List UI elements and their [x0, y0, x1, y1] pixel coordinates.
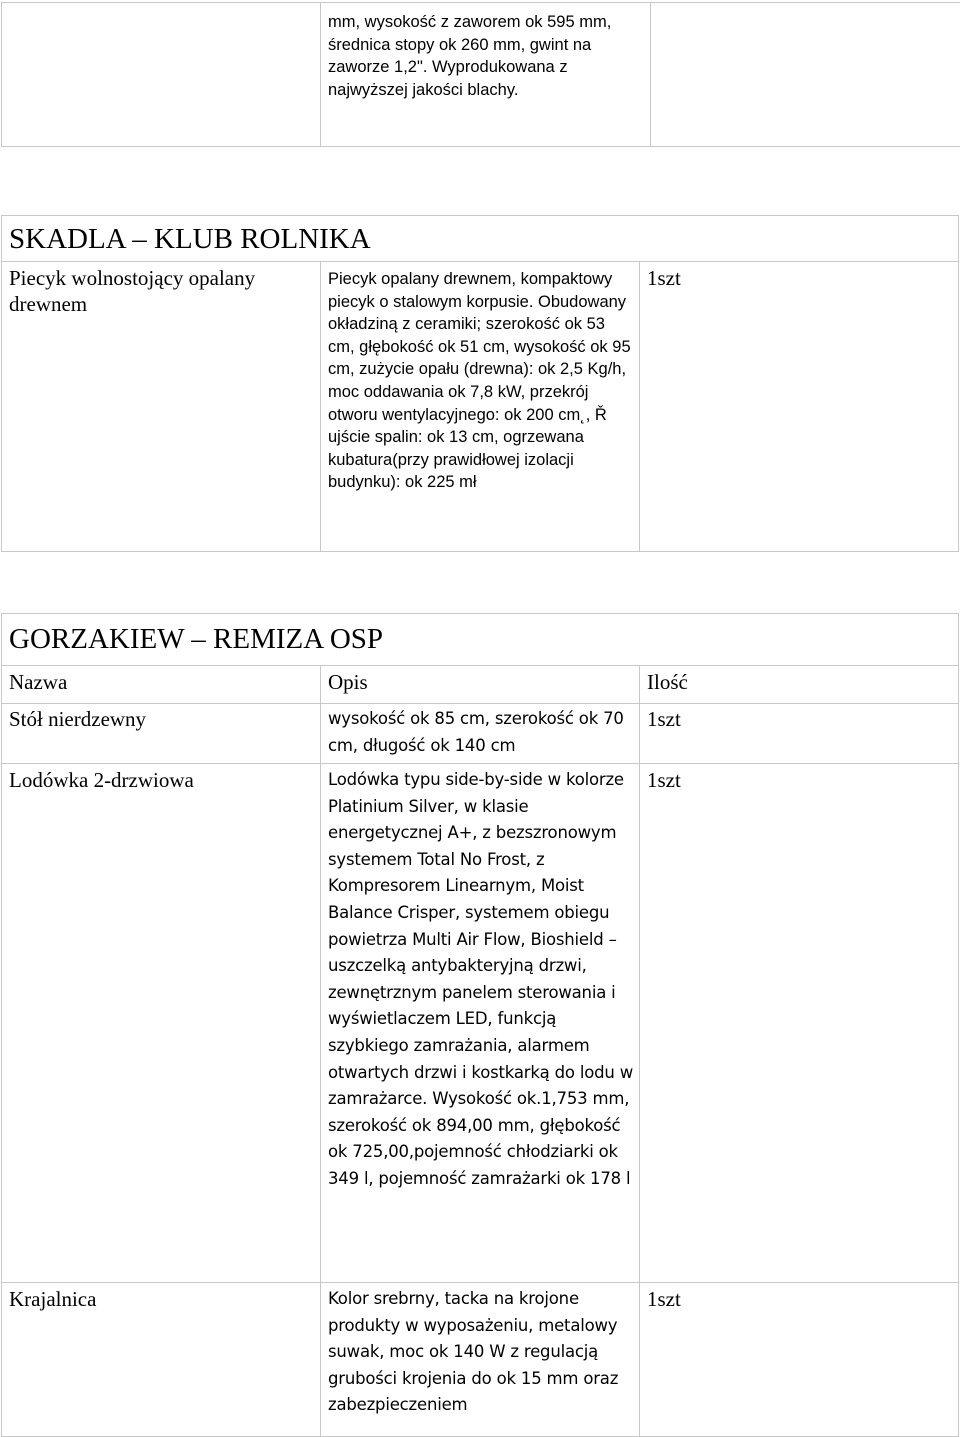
name-cell — [2, 3, 321, 147]
header-row — [2, 666, 959, 704]
item-qty: 1szt — [647, 1287, 681, 1311]
item-description: Lodówka typu side-by-side w kolorze Platinium Silver, w klasie energetycznej A+, z bezszronowym systemem Total No Frost, z Kompresorem Linearnym, Moist Balance Crisper, systemem obiegu powietrza Multi Air Flow, Bioshield – uszczelką antybakteryjną drzwi, zewnętrznym panelem sterowania i wyświetlaczem LED, funkcją szybkiego zamrażania, alarmem otwartych drzwi i kostkarką do lodu w zamrażarce. Wysokość ok.1,753 mm, szerokość ok 894,00 mm, głębokość ok 725,00,pojemność chłodziarki ok 349 l, pojemność zamrażarki ok 178 l — [328, 767, 633, 1193]
name-cell — [2, 764, 321, 1283]
item-qty: 1szt — [647, 707, 681, 731]
table-row — [2, 262, 959, 552]
item-name: Lodówka 2-drzwiowa — [9, 768, 194, 792]
table-row — [2, 3, 960, 147]
description-cell — [321, 262, 640, 552]
section-title: GORZAKIEW – REMIZA OSP — [2, 614, 959, 666]
description-text: mm, wysokość z zaworem ok 595 mm, średnica stopy ok 260 mm, gwint na zaworze 1,2". Wyprodukowana z najwyższej jakości blachy. — [328, 11, 628, 101]
item-name: Krajalnica — [9, 1287, 96, 1311]
name-cell — [2, 704, 321, 764]
header-desc: Opis — [321, 666, 640, 704]
section-title-row — [2, 614, 959, 666]
header-qty: Ilość — [640, 666, 959, 704]
item-description: Piecyk opalany drewnem, kompaktowy piecyk o stalowym korpusie. Obudowany okładziną z ceramiki; szerokość ok 53 cm, głębokość ok 51 cm, wysokość ok 95 cm, zużycie opału (drewna): ok 2,5 Kg/h, moc oddawania ok 7,8 kW, przekrój otworu wentylacyjnego: ok 200 cm˛, Ř ujście spalin: ok 13 cm, ogrzewana kubatura(przy prawidłowej izolacji budynku): ok 225 mł — [328, 268, 633, 494]
item-qty: 1szt — [647, 768, 681, 792]
item-description: Kolor srebrny, tacka na krojone produkty w wyposażeniu, metalowy suwak, moc ok 140 W z regulacją grubości krojenia do ok 15 mm oraz zabezpieczeniem — [328, 1286, 633, 1419]
table-continuation — [1, 2, 960, 147]
item-qty: 1szt — [647, 266, 681, 290]
description-cell — [321, 704, 640, 764]
item-name: Stół nierdzewny — [9, 707, 146, 731]
table-gorzakiew — [1, 613, 959, 1437]
table-skadla — [1, 215, 959, 552]
table-row — [2, 1283, 959, 1437]
description-cell — [321, 3, 651, 147]
item-name: Piecyk wolnostojący opalany drewnem — [9, 265, 299, 317]
table-row — [2, 704, 959, 764]
description-cell — [321, 1283, 640, 1437]
section-title: SKADLA – KLUB ROLNIKA — [2, 216, 959, 262]
qty-cell — [651, 3, 960, 147]
qty-cell — [640, 262, 959, 552]
item-description: wysokość ok 85 cm, szerokość ok 70 cm, długość ok 140 cm — [328, 706, 628, 759]
header-name: Nazwa — [2, 666, 321, 704]
qty-cell — [640, 764, 959, 1283]
name-cell — [2, 1283, 321, 1437]
qty-cell — [640, 704, 959, 764]
name-cell — [2, 262, 321, 552]
qty-cell — [640, 1283, 959, 1437]
table-row — [2, 764, 959, 1283]
section-title-row — [2, 216, 959, 262]
description-cell — [321, 764, 640, 1283]
